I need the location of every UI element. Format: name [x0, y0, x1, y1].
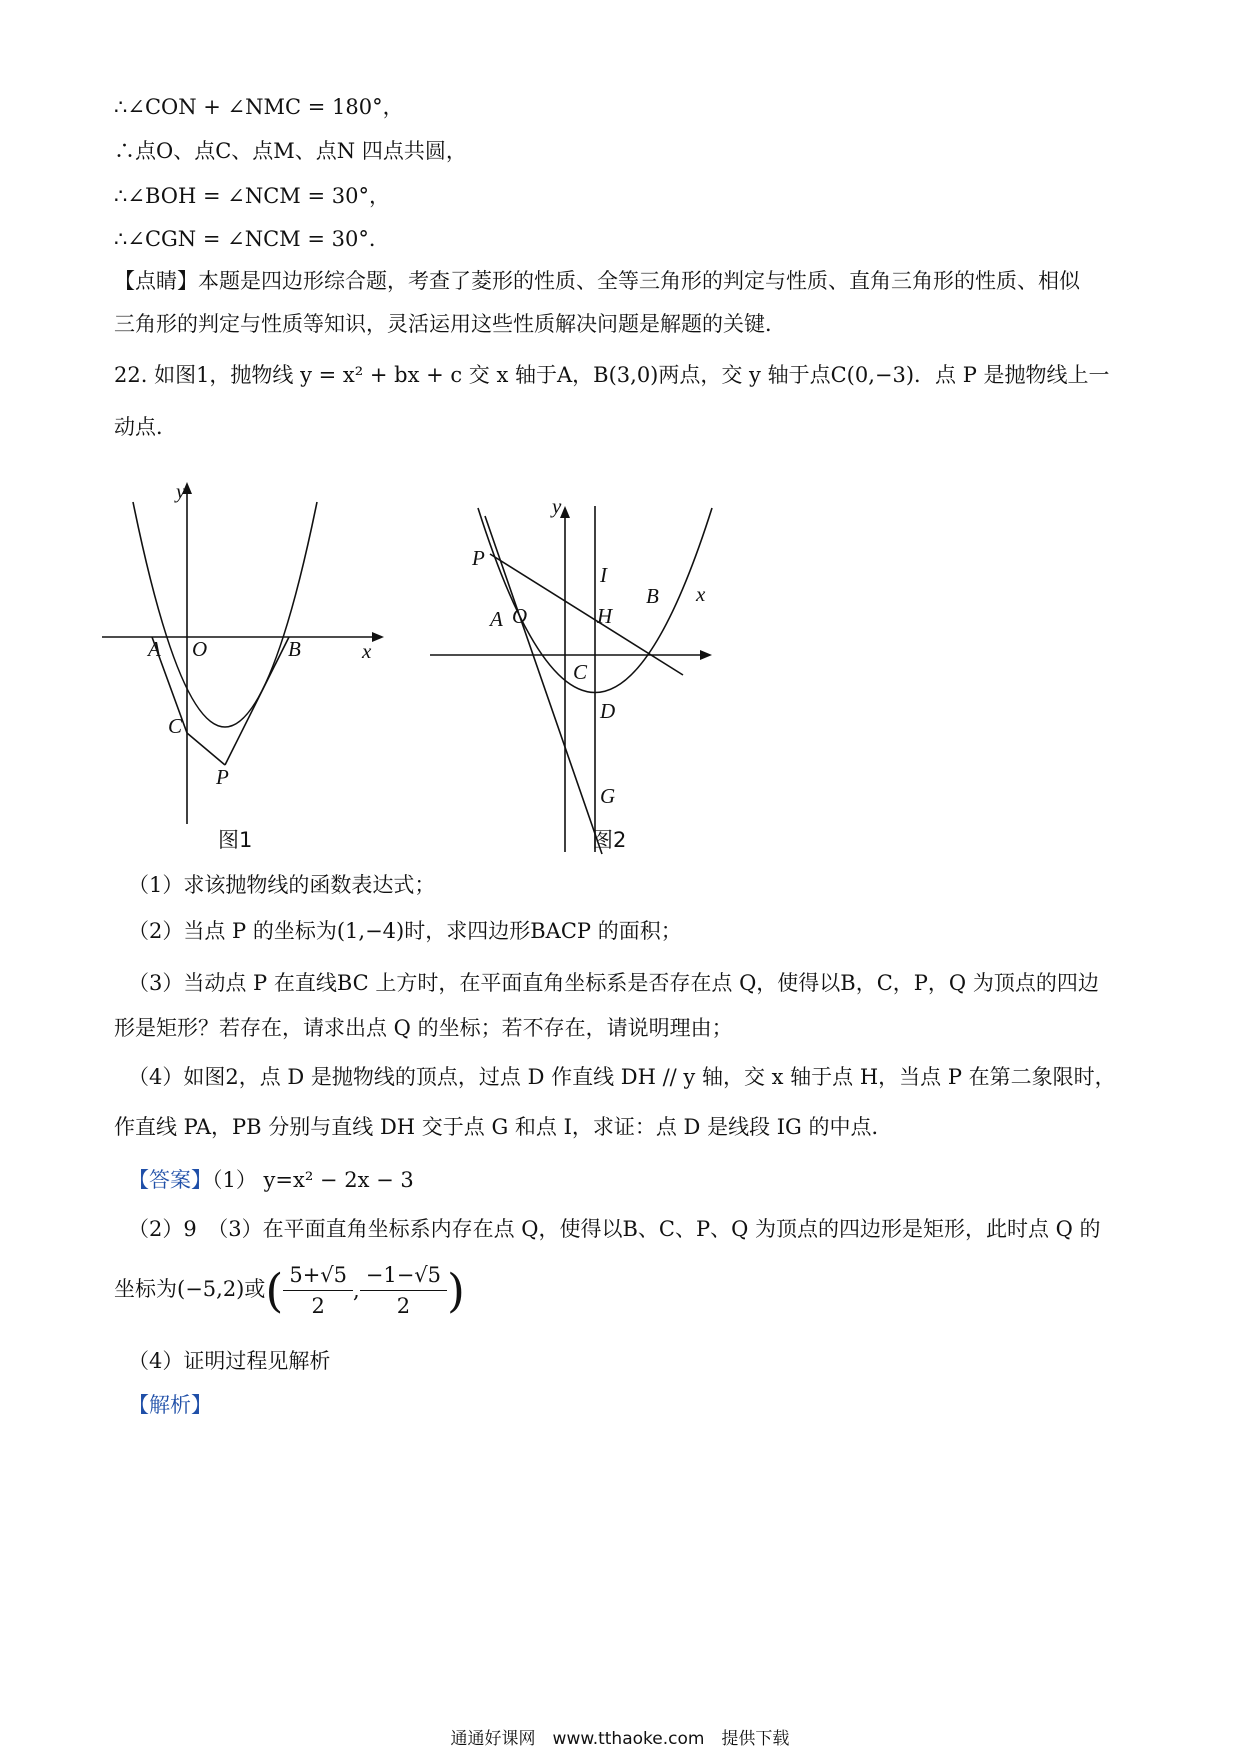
dianjing-tag: 【点睛】: [114, 269, 198, 293]
fig2-label-B: B: [646, 584, 659, 608]
fig2-label-A: A: [490, 607, 503, 631]
fig1-label-B: B: [288, 637, 301, 661]
figure-1-caption: 图1: [218, 828, 253, 852]
figure-1: [100, 472, 390, 866]
answer-line-1: [128, 1165, 414, 1195]
answer-1: （1） y=x² − 2x − 3: [212, 1168, 414, 1192]
answer-line-4: （4）证明过程见解析: [128, 1349, 331, 1373]
subquestion-3-line-2: 形是矩形？若存在，请求出点 Q 的坐标；若不存在，请说明理由；: [114, 1016, 733, 1040]
subquestion-4-line-2: 作直线 PA，PB 分别与直线 DH 交于点 G 和点 I，求证：点 D 是线段 IG 的中点．: [114, 1115, 893, 1139]
jiexi-tag: 【解析】: [128, 1393, 212, 1417]
fig1-x-arrow: [372, 632, 384, 642]
figure-1-graph: [100, 472, 390, 862]
fraction-2-numerator: −1−√5: [360, 1260, 447, 1291]
fig2-label-P: P: [472, 546, 485, 570]
fraction-1: [283, 1260, 353, 1321]
fig1-label-A: A: [148, 637, 161, 661]
fig2-label-H: H: [597, 604, 613, 628]
dianjing-line-1: [114, 266, 1080, 296]
answer-3-prefix: 坐标为(−5,2)或: [114, 1277, 266, 1301]
fig1-parabola: [133, 502, 317, 727]
subquestion-1: （1）求该抛物线的函数表达式；: [128, 873, 436, 897]
subquestion-2: （2）当点 P 的坐标为(1,−4)时，求四边形BACP 的面积；: [128, 919, 682, 943]
fig1-label-x: x: [362, 639, 372, 663]
fig2-label-C: C: [573, 660, 588, 684]
fig1-label-P: P: [216, 765, 229, 789]
page-footer: 通通好课网 www.tthaoke.com 提供下载: [450, 1729, 790, 1749]
fig2-line-PA: [485, 516, 602, 854]
answer-tag: 【答案】: [128, 1168, 212, 1192]
question-22-line-2: 动点．: [114, 415, 177, 439]
fig1-segment-PB: [225, 637, 289, 765]
proof-line-3: ∴∠BOH = ∠NCM = 30°，: [114, 184, 390, 208]
fig2-label-x: x: [696, 582, 706, 606]
dianjing-text-1: 本题是四边形综合题，考查了菱形的性质、全等三角形的判定与性质、直角三角形的性质、相似: [198, 269, 1080, 293]
answer-line-2: （2）9 （3）在平面直角坐标系内存在点 Q，使得以B、C、P、Q 为顶点的四边形是矩形，此时点 Q 的: [128, 1217, 1101, 1241]
subquestion-3-line-1: （3）当动点 P 在直线BC 上方时，在平面直角坐标系是否存在点 Q，使得以B，C，P，Q 为顶点的四边: [128, 971, 1099, 995]
fig2-x-arrow: [700, 650, 712, 660]
question-22-line-1: 22. 如图1，抛物线 y = x² + bx + c 交 x 轴于A，B(3,0)两点，交 y 轴于点C(0,−3)．点 P 是抛物线上一: [114, 363, 1110, 387]
fig1-label-O: O: [192, 637, 208, 661]
fig2-label-y: y: [552, 502, 562, 518]
fig1-label-C: C: [168, 714, 183, 738]
figure-2: [430, 502, 730, 866]
fig2-label-G: G: [600, 784, 616, 808]
fig2-label-I: I: [600, 563, 607, 587]
fraction-1-numerator: 5+√5: [283, 1260, 353, 1291]
figure-2-caption: 图2: [592, 828, 627, 852]
proof-line-1: ∴∠CON + ∠NMC = 180°，: [114, 95, 404, 119]
fraction-2: [360, 1260, 447, 1321]
dianjing-line-2: 三角形的判定与性质等知识，灵活运用这些性质解决问题是解题的关键．: [114, 312, 786, 336]
fig1-label-y: y: [176, 479, 186, 503]
fig2-y-arrow: [560, 506, 570, 518]
answer-line-3: 坐标为(−5,2)或( $\frac{5+√5}{2}$ , $\frac{-1-√5}{2}$ ): [114, 1259, 465, 1327]
proof-line-4: ∴∠CGN = ∠NCM = 30°．: [114, 227, 390, 251]
fig2-label-D: D: [600, 699, 616, 723]
fig1-segment-CP: [187, 733, 225, 765]
fig2-label-O: O: [512, 604, 528, 628]
fraction-1-denominator: 2: [311, 1294, 325, 1318]
subquestion-4-line-1: （4）如图2，点 D 是抛物线的顶点，过点 D 作直线 DH // y 轴，交 x 轴于点 H，当点 P 在第二象限时，: [128, 1065, 1116, 1089]
proof-line-2: ∴点O、点C、点M、点N 四点共圆，: [114, 139, 467, 163]
fraction-2-denominator: 2: [396, 1294, 411, 1318]
figure-2-graph: [430, 502, 730, 862]
